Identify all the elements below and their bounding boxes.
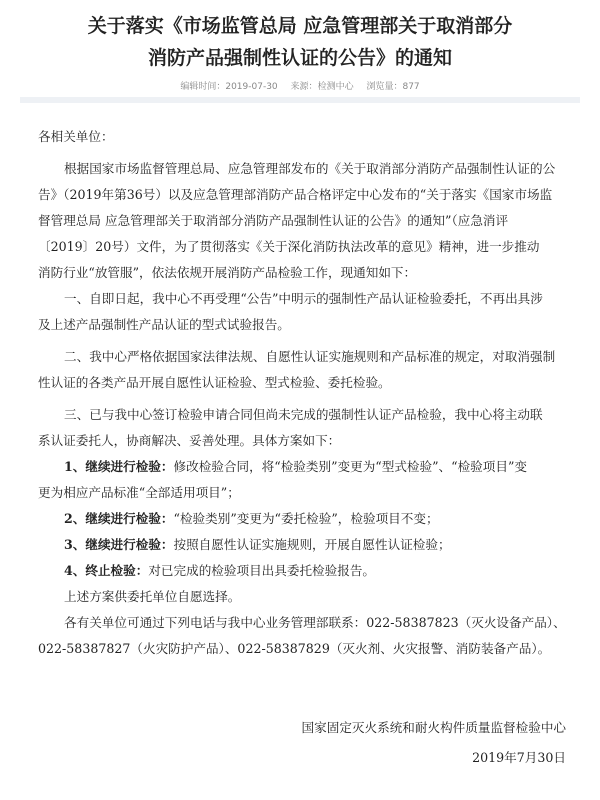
- title-line-2: 消防产品强制性认证的公告》的通知: [147, 47, 452, 69]
- edit-time-label: 编辑时间：: [180, 82, 226, 92]
- list-item-1: [38, 454, 578, 480]
- list-item-4: [38, 558, 578, 584]
- edit-time-value: 2019-07-30: [225, 82, 278, 92]
- paragraph-6-line: 022-58387827（火灾防护产品）、022-58387829（灭火剂、火灾报警、消防装备产品）。: [38, 641, 551, 656]
- source-value: 检测中心: [317, 82, 354, 92]
- salutation: 各相关单位：: [38, 129, 114, 144]
- edit-time: [180, 82, 277, 92]
- paragraph-1-line: 督管理总局 应急管理部关于取消部分消防产品强制性认证的公告》的通知”（应急消评: [38, 213, 509, 228]
- list-item-1-cont: 更为相应产品标准“全部适用项目”；: [38, 485, 240, 500]
- paragraph-1-line: 〔2019〕20号）文件，为了贯彻落实《关于深化消防执法改革的意见》精神，进一步推动: [38, 239, 540, 254]
- paragraph-3-line: 性认证的各类产品开展自愿性认证检验、型式检验、委托检验。: [38, 375, 391, 390]
- meta-divider: [20, 97, 580, 103]
- title-line-1: 关于落实《市场监管总局 应急管理部关于取消部分: [87, 15, 513, 37]
- paragraph-4-line: 三、已与我中心签订检验申请合同但尚未完成的强制性认证产品检验，我中心将主动联: [64, 407, 543, 422]
- page-title: [0, 10, 600, 74]
- source-label: 来源：: [290, 82, 318, 92]
- list-item-3-label: 3、继续进行检验：: [64, 537, 174, 552]
- article-body: [38, 124, 578, 662]
- paragraph-1-line: 消防行业“放管服”，依法依规开展消防产品检验工作，现通知如下：: [38, 265, 417, 280]
- view-count: [366, 82, 419, 92]
- paragraph-2-line: 一、自即日起，我中心不再受理“公告”中明示的强制性产品认证检验委托，不再出具涉: [64, 291, 543, 306]
- paragraph-5: 上述方案供委托单位自愿选择。: [64, 589, 241, 604]
- list-item-3-text: 按照自愿性认证实施规则，开展自愿性认证检验；: [173, 537, 451, 552]
- signature-date: 2019年7月30日: [472, 750, 566, 765]
- signature-org: 国家固定灭火系统和耐火构件质量监督检验中心: [301, 720, 566, 735]
- list-item-3: [38, 532, 578, 558]
- list-item-2-text: “检验类别”变更为“委托检验”，检验项目不变；: [173, 511, 439, 526]
- article-meta: [0, 80, 600, 94]
- list-item-1-label: 1、继续进行检验：: [64, 459, 174, 474]
- paragraph-6-line: 各有关单位可通过下列电话与我中心业务管理部联系：022-58387823（灭火设备产品）、: [64, 615, 566, 630]
- paragraph-1-line: 告》（2019年第36号）以及应急管理部消防产品合格评定中心发布的“关于落实《国家市场监: [38, 187, 553, 202]
- view-count-value: 877: [402, 82, 420, 92]
- paragraph-2-line: 及上述产品强制性产品认证的型式试验报告。: [38, 317, 290, 332]
- view-count-label: 浏览量：: [366, 82, 403, 92]
- list-item-1-text: 修改检验合同，将“检验类别”变更为“型式检验”、“检验项目”变: [173, 459, 527, 474]
- list-item-4-text: 对已完成的检验项目出具委托检验报告。: [148, 563, 376, 578]
- list-item-2-label: 2、继续进行检验：: [64, 511, 174, 526]
- source: [291, 82, 354, 92]
- paragraph-4-line: 系认证委托人，协商解决、妥善处理。具体方案如下：: [38, 433, 341, 448]
- list-item-4-label: 4、终止检验：: [64, 563, 149, 578]
- paragraph-3-line: 二、我中心严格依据国家法律法规、自愿性认证实施规则和产品标准的规定，对取消强制: [64, 349, 556, 364]
- paragraph-1-line: 根据国家市场监督管理总局、应急管理部发布的《关于取消部分消防产品强制性认证的公: [64, 161, 556, 176]
- list-item-2: [38, 506, 578, 532]
